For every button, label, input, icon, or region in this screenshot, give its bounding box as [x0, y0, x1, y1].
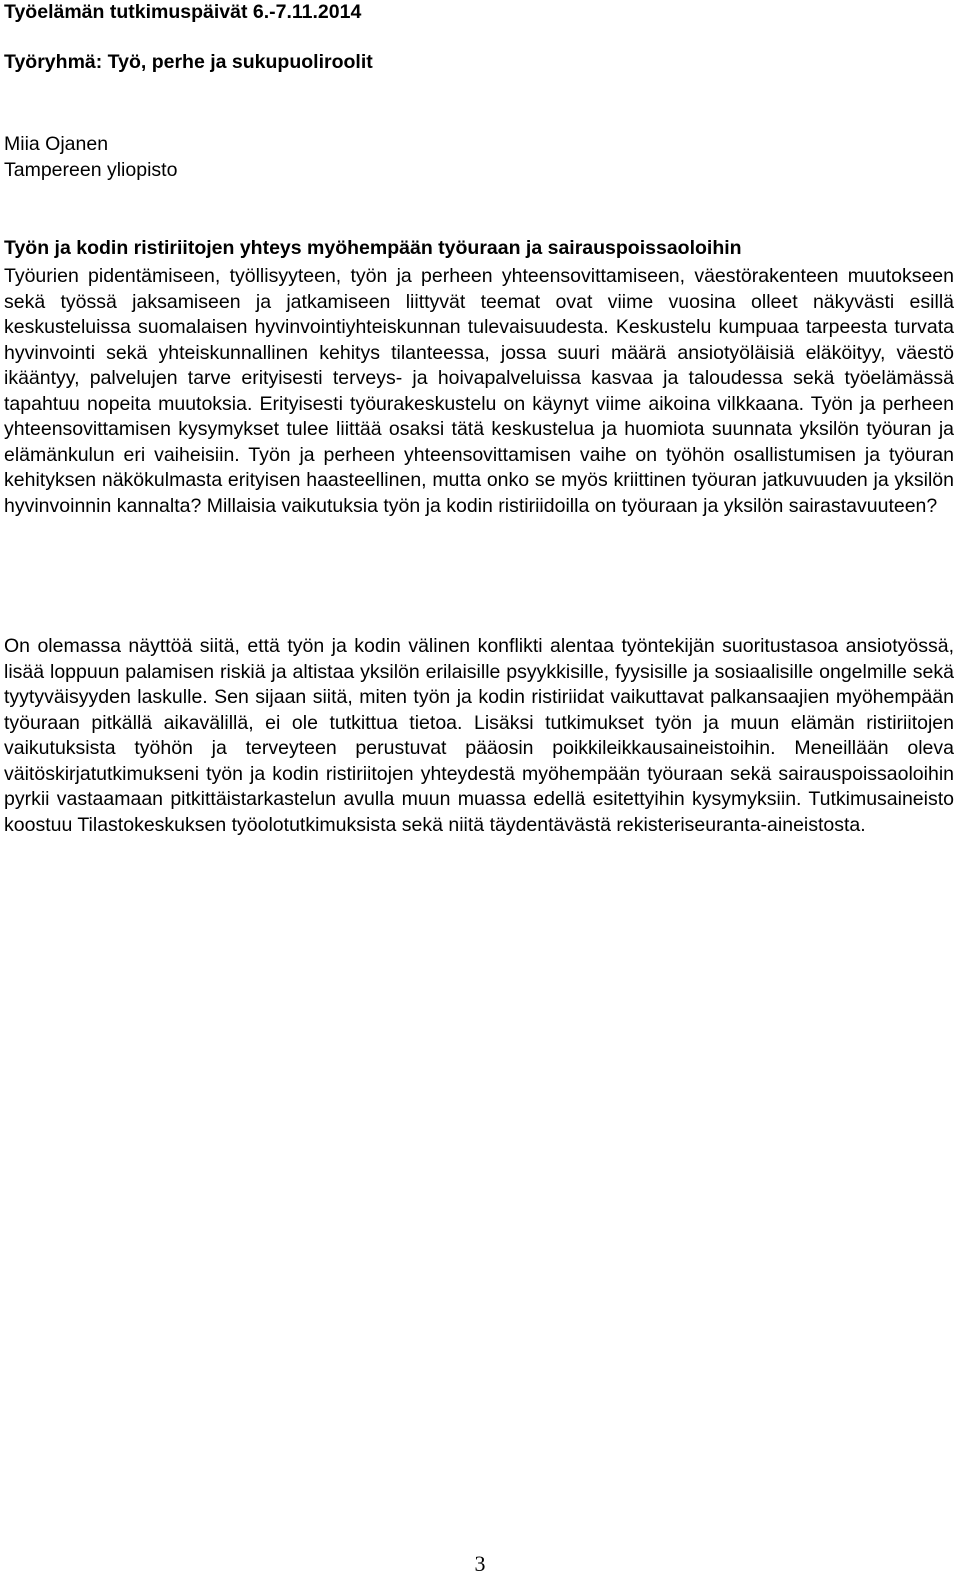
- page-number: 3: [474, 1551, 486, 1576]
- event-header: Työelämän tutkimuspäivät 6.-7.11.2014: [4, 1, 362, 23]
- author-name: Miia Ojanen: [4, 133, 109, 155]
- body-paragraph-2: On olemassa näyttöä siitä, että työn ja kodin välinen konflikti alentaa työntekijän suoritustasoa ansiotyössä, lisää loppuun palamisen riskiä ja altistaa yksilön erilaisille psyykkisille, fyysisille ja sosiaalisille ongelmille sekä tyytyväisyyden laskulle. Sen sijaan siitä, miten työn ja kodin ristiriidat vaikuttavat palkansaajien myöhempään työuraan pitkällä aikavälillä, ei ole tutkittua tietoa. Lisäksi tutkimukset työn ja muun elämän ristiriitojen vaikutuksista työhön ja terveyteen perustuvat pääosin poikkileikkausaineistoihin. Meneillään oleva väitöskirjatutkimukseni työn ja kodin ristiriitojen yhteydestä myöhempään työuraan sekä sairauspoissaoloihin pyrkii vastaamaan pitkittäistarkastelun avulla muun muassa edellä esitettyihin kysymyksiin. Tutkimusaineisto koostuu Tilastokeskuksen työolotutkimuksista sekä niitä täydentävästä rekisteriseuranta-aineistosta.: [4, 635, 954, 836]
- article-title: Työn ja kodin ristiriitojen yhteys myöhempään työuraan ja sairauspoissaoloihin: [4, 237, 742, 259]
- body-paragraph-1: Työurien pidentämiseen, työllisyyteen, työn ja perheen yhteensovittamiseen, väestörakenteen muutokseen sekä työssä jaksamiseen ja jatkamiseen liittyvät teemat ovat viime vuosina olleet näkyvästi esillä keskusteluissa suomalaisen hyvinvointiyhteiskunnan tulevaisuudesta. Keskustelu kumpuaa tarpeesta turvata hyvinvointi sekä yhteiskunnallinen kehitys tilanteessa, jossa suuri määrä ansiotyöläisiä eläköityy, väestö ikääntyy, palvelujen tarve erityisesti terveys- ja hoivapalveluissa kasvaa ja taloudessa sekä työelämässä tapahtuu nopeita muutoksia. Erityisesti työurakeskustelu on käynyt viime aikoina vilkkaana. Työn ja perheen yhteensovittamisen kysymykset tulee liittää osaksi tätä keskustelua ja huomiota suunnata yksilön työuran ja elämänkulun eri vaiheisiin. Työn ja perheen yhteensovittamisen vaihe on työhön osallistumisen ja työuran kehityksen näkökulmasta erityisen haasteellinen, mutta onko se myös kriittinen työuran jatkuvuuden ja yksilön hyvinvoinnin kannalta? Millaisia vaikutuksia työn ja kodin ristiriidoilla on työuraan ja yksilön sairastavuuteen?: [4, 265, 954, 517]
- workgroup-heading: Työryhmä: Työ, perhe ja sukupuoliroolit: [4, 51, 373, 73]
- author-affiliation: Tampereen yliopisto: [4, 159, 178, 181]
